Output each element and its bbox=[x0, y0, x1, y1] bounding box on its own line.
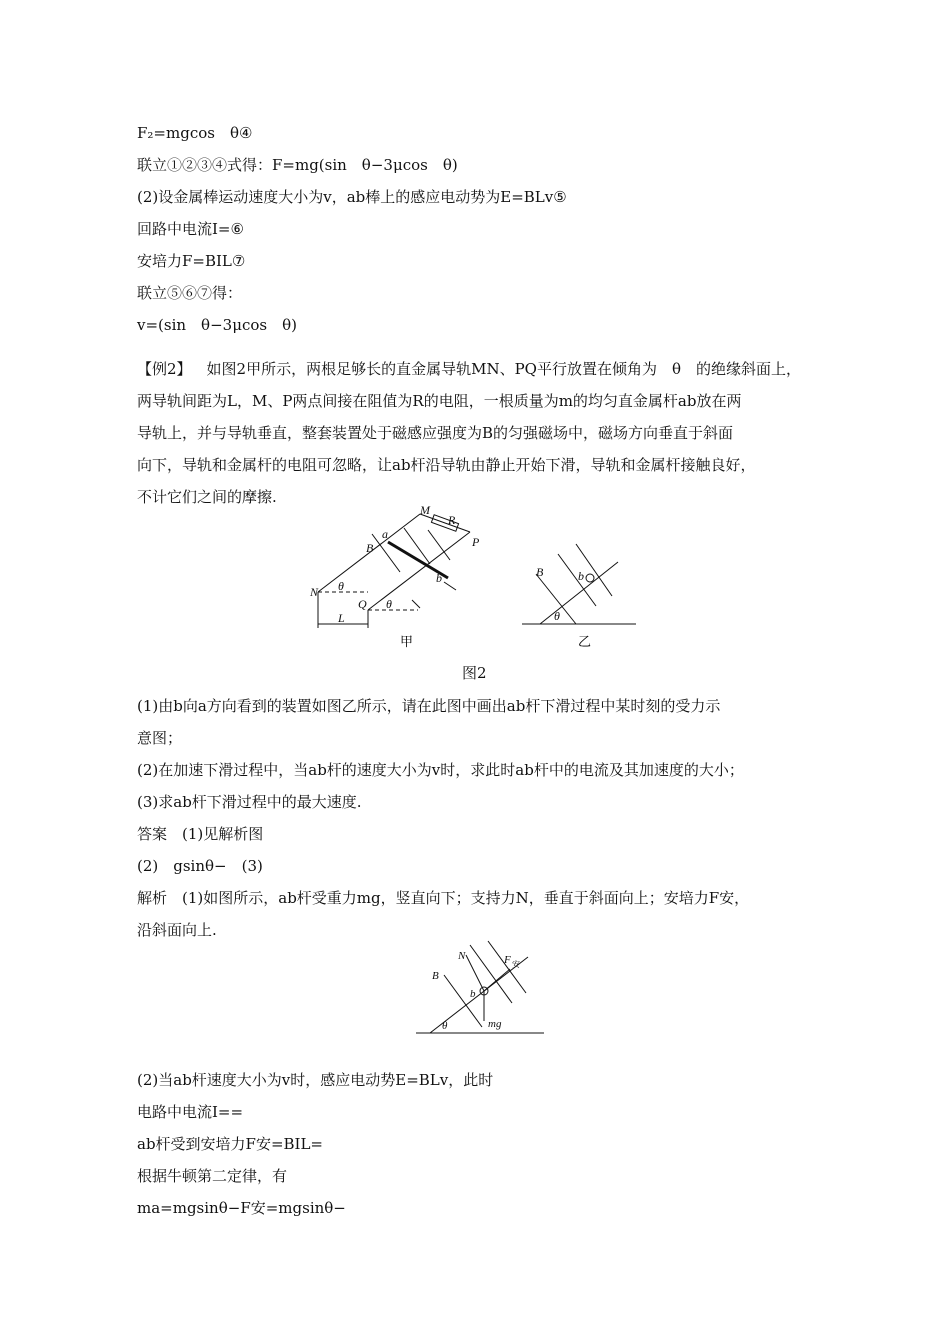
label-M: M bbox=[420, 503, 430, 517]
analysis-line: ma=mgsinθ−F安=mgsinθ− bbox=[137, 1199, 346, 1217]
label-P: P bbox=[472, 535, 480, 549]
analysis-line: ab杆受到安培力F安=BIL= bbox=[137, 1135, 323, 1153]
force-label-theta: θ bbox=[442, 1020, 448, 1032]
question-line: 意图； bbox=[137, 729, 183, 747]
example-2-heading-line: 【例2】 如图2甲所示，两根足够长的直金属导轨MN、PQ平行放置在倾角为 θ 的绝缘斜面上， bbox=[137, 360, 801, 378]
label-theta-yi: θ bbox=[554, 609, 560, 623]
answer-line: 答案 (1)见解析图 bbox=[137, 825, 264, 843]
force-label-mg: mg bbox=[488, 1018, 502, 1030]
analysis-line: 根据牛顿第二定律，有 bbox=[137, 1167, 288, 1185]
label-B-jia: B bbox=[366, 541, 374, 555]
text-line: 安培力F=BIL⑦ bbox=[137, 252, 246, 270]
force-label-b: b bbox=[470, 988, 476, 1000]
text-line: 联立⑤⑥⑦得： bbox=[137, 284, 243, 302]
label-theta-jia-2: θ bbox=[386, 597, 392, 611]
text-line: v=(sin θ−3μcos θ) bbox=[137, 316, 297, 334]
figure-2-diagrams bbox=[300, 500, 650, 650]
label-yi: 乙 bbox=[578, 634, 592, 649]
label-B-yi: B bbox=[536, 565, 544, 579]
text-line: (2)设金属棒运动速度大小为v，ab棒上的感应电动势为E=BLv⑤ bbox=[137, 188, 567, 206]
text-line: 回路中电流I=⑥ bbox=[137, 220, 244, 238]
analysis-line: (2)当ab杆速度大小为v时，感应电动势E=BLv，此时 bbox=[137, 1071, 494, 1089]
answer-line: (2) gsinθ− (3) bbox=[137, 857, 263, 875]
label-N: N bbox=[310, 585, 319, 599]
force-label-N: N bbox=[458, 950, 466, 962]
analysis-line: 解析 (1)如图所示，ab杆受重力mg，竖直向下；支持力N，垂直于斜面向上；安培力F安， bbox=[137, 889, 750, 907]
label-R: R bbox=[448, 513, 456, 527]
force-label-B: B bbox=[432, 970, 439, 982]
force-label-F: F bbox=[504, 954, 511, 966]
question-line: (1)由b向a方向看到的装置如图乙所示，请在此图中画出ab杆下滑过程中某时刻的受力示 bbox=[137, 697, 721, 715]
label-a: a bbox=[382, 527, 388, 541]
text-line: F₂=mgcos θ④ bbox=[137, 124, 253, 142]
force-diagram bbox=[410, 935, 550, 1045]
figure-2-caption: 图2 bbox=[462, 664, 487, 682]
analysis-line: 沿斜面向上. bbox=[137, 921, 217, 939]
text-line: 导轨上，并与导轨垂直，整套装置处于磁感应强度为B的匀强磁场中，磁场方向垂直于斜面 bbox=[137, 424, 734, 442]
analysis-line: 电路中电流I== bbox=[137, 1103, 244, 1121]
question-line: (2)在加速下滑过程中，当ab杆的速度大小为v时，求此时ab杆中的电流及其加速度的大小； bbox=[137, 761, 744, 779]
text-line: 向下，导轨和金属杆的电阻可忽略，让ab杆沿导轨由静止开始下滑，导轨和金属杆接触良好， bbox=[137, 456, 756, 474]
label-Q: Q bbox=[358, 597, 367, 611]
force-label-F-sub: 安 bbox=[512, 960, 520, 969]
label-b: b bbox=[436, 571, 442, 585]
label-L: L bbox=[338, 611, 345, 625]
text-line: 不计它们之间的摩擦. bbox=[137, 488, 277, 506]
text-line: 联立①②③④式得：F=mg(sin θ−3μcos θ) bbox=[137, 156, 458, 174]
label-b-yi: b bbox=[578, 569, 584, 583]
question-line: (3)求ab杆下滑过程中的最大速度. bbox=[137, 793, 362, 811]
label-jia: 甲 bbox=[400, 634, 414, 649]
text-line: 两导轨间距为L，M、P两点间接在阻值为R的电阻，一根质量为m的均匀直金属杆ab放在两 bbox=[137, 392, 742, 410]
label-theta-jia-1: θ bbox=[338, 579, 344, 593]
